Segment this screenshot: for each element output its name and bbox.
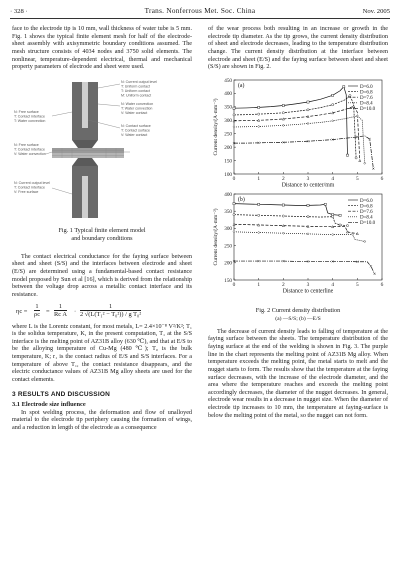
data-point	[332, 225, 334, 227]
data-point	[282, 204, 284, 206]
data-point	[307, 108, 309, 110]
data-point	[233, 126, 235, 128]
y-tick-label: 200	[224, 144, 232, 151]
data-point	[359, 159, 361, 161]
data-point	[369, 138, 371, 140]
fig2-charts	[208, 76, 388, 300]
legend-entry: D=10.0	[360, 220, 376, 226]
data-point	[233, 202, 235, 204]
fig1-label: M: Uniform contact	[121, 93, 152, 98]
figure-1	[12, 76, 192, 246]
data-point	[282, 124, 284, 126]
data-point	[282, 111, 284, 113]
x-tick-label: 0	[232, 281, 236, 288]
data-point	[233, 114, 235, 116]
fig1-label: T: Uniform contact	[121, 88, 150, 93]
left-paragraph-1: face to the electrode tip is 10 mm, wall thickness of water tube is 5 mm. Fig. 1 shows the typical finite element mesh for half of the electrode-sheet assembly with axisymmetric boundary conditions assumed. The mesh structure consists of 4034 nodes and 3750 solid elements. The nonlinear, temperature-dependent electrical, thermal and mechanical property parameters of electrode and sheet were used.	[12, 26, 192, 71]
journal-title: Trans. Nonferrous Met. Soc. China	[144, 7, 256, 15]
data-point	[282, 215, 284, 217]
left-paragraph-3: where L is the Lorentz constant, for most metals, L= 2.4×10⁻⁸ V²/K²; T₁ is the solidus temperature, K, in the present computation, T₁ at the S/S interface is the melting point of AZ31B alloy (630 ℃), and that at E/S to be the alloying temperature of Cu-Mg (480 ℃); T₀ is the bulk temperature, K; r₁ is the contact radius of E/S and S/S interfaces. For a temperature of above T₁, the contact resistance disappears, and the electric conductance values of AZ31B Mg alloy sheets are used for the contact elements.	[12, 323, 192, 383]
data-point	[343, 85, 345, 87]
data-point	[356, 115, 358, 117]
legend-entry: D=6.8	[360, 90, 373, 96]
fig1-label: T: Contact interface	[14, 147, 45, 152]
data-point	[282, 104, 284, 106]
y-tick-label: 350	[224, 208, 232, 215]
fig1-label: T: Contact interface	[14, 114, 45, 119]
data-point	[364, 162, 366, 164]
data-point	[233, 223, 235, 225]
fig1-label: V: Water contact	[121, 132, 148, 137]
y-tick-label: 450	[224, 77, 232, 84]
data-point	[346, 154, 348, 156]
data-point	[332, 215, 334, 217]
data-point	[353, 105, 355, 107]
fig1-labels-right	[121, 80, 157, 137]
data-point	[233, 230, 235, 232]
fig1-label: T: Contact surface	[121, 128, 150, 133]
y-tick-label: 300	[224, 117, 232, 124]
eq-frac-2	[54, 303, 67, 318]
eq-frac-3	[80, 303, 141, 318]
data-point	[351, 233, 353, 235]
data-point	[339, 224, 341, 226]
fig1-label: N: Water convection	[121, 101, 154, 106]
legend-entry: D=7.6	[360, 209, 373, 215]
data-point	[307, 122, 309, 124]
eq-lhs: ηc =	[16, 307, 28, 315]
y-tick-label: 250	[224, 243, 232, 250]
x-tick-label: 4	[331, 281, 335, 288]
y-tick-label: 300	[224, 225, 232, 232]
eq-frac-2-den: Rc A	[54, 310, 67, 318]
legend-entry: D=8.4	[360, 101, 373, 107]
data-point	[258, 125, 260, 127]
data-point	[258, 214, 260, 216]
data-point	[258, 113, 260, 115]
y-tick-label: 150	[224, 277, 232, 284]
eq-frac-3-num: 1	[80, 303, 141, 311]
data-point	[282, 232, 284, 234]
legend-entry: D=10.0	[360, 106, 376, 112]
x-tick-label: 3	[306, 281, 310, 288]
legend-entry: D=7.6	[360, 95, 373, 101]
data-point	[307, 101, 309, 103]
eq-frac-2-num: 1	[54, 303, 67, 311]
fig2-subcaption: (a) —S/S; (b) —E/S	[275, 315, 321, 322]
data-point	[339, 214, 341, 216]
fig1-label: V: Water convection	[14, 151, 46, 156]
data-point	[324, 203, 326, 205]
eq-dot: ·	[74, 307, 77, 315]
y-tick-label: 400	[224, 191, 232, 198]
fig1-label: T: Uniform contact	[121, 84, 150, 89]
data-point	[258, 224, 260, 226]
data-point	[258, 203, 260, 205]
eq-frac-3-den: 2 √(L(T₁² − T₀²)) / g T₀²	[80, 310, 142, 318]
y-tick-label: 100	[224, 171, 232, 178]
left-column	[12, 26, 192, 432]
data-point	[307, 233, 309, 235]
fig1-label: N: Free surface	[14, 109, 39, 114]
series-line-d100	[234, 136, 373, 169]
running-header	[10, 7, 390, 19]
eq-frac-1-num: 1	[35, 302, 39, 310]
fig1-label: T: Contact interface	[14, 185, 45, 190]
fig1-label: T: Water convection	[121, 106, 153, 111]
panel-label: (b)	[238, 196, 245, 203]
x-tick-label: 5	[355, 175, 359, 182]
x-tick-label: 5	[355, 281, 359, 288]
x-tick-label: 0	[232, 175, 236, 182]
data-point	[332, 119, 334, 121]
y-tick-label: 150	[224, 158, 232, 165]
equation	[12, 302, 192, 322]
data-point	[355, 157, 357, 159]
data-point	[356, 232, 358, 234]
left-paragraph-2: The contact electrical conductance for the faying surface between sheet and sheet (S/S) and the interfaces between electrode and sheet (E/S) are determined using a fundamental-based contact resistance model proposed by Sun et al [16], which is derived from the relationship between the voltage drop across a metallic contact interface and its resistance.	[12, 253, 192, 298]
fig1-caption: Fig. 1 Typical finite element model	[58, 226, 146, 234]
data-point	[307, 215, 309, 217]
y-tick-label: 350	[224, 104, 232, 111]
legend-entry: D=6.0	[360, 198, 373, 204]
upper-electrode-tip	[72, 140, 98, 148]
data-point	[258, 119, 260, 121]
fig1-label: N: Current output level	[121, 79, 157, 84]
y-tick-label: 250	[224, 131, 232, 138]
data-point	[370, 265, 372, 267]
subsection-heading: 3.1 Electrode size influence	[12, 400, 86, 408]
fig1-label: N: Current output level	[14, 180, 50, 185]
y-tick-label: 400	[224, 90, 232, 97]
x-tick-label: 4	[331, 175, 335, 182]
data-point	[332, 233, 334, 235]
legend-entry: D=8.4	[360, 215, 373, 221]
data-point	[233, 107, 235, 109]
x-tick-label: 3	[306, 175, 310, 182]
section-heading: 3 RESULTS AND DISCUSSION	[12, 390, 110, 398]
right-paragraph-2: The decrease of current density leads to falling of temperature at the faying surface between the sheets. The temperature distribution of the faying surface at the end of the welding is shown in Fig. 3. The purple line in the chart represents the melting point of AZ31B Mg alloy. When temperature exceeds the melting point, the metal starts to melt and the nugget starts to form. The results show that the temperature at the faying surface decreases, with the increase of the electrode diameter, and the area where the temperature reaches and exceeds the melting point accordingly decreases, the diameter of the nugget decreases. In general, electrode wear results in a decrease in nugget size. When the diameter of electrode tip increases to 10 mm, the temperature at faying-surface is below the melting point of the metal, so the nugget can not form.	[208, 328, 388, 419]
data-point	[307, 115, 309, 117]
x-tick-label: 2	[281, 281, 285, 288]
eq-frac-1-den: ρc	[34, 310, 41, 318]
data-point	[258, 231, 260, 233]
data-point	[346, 230, 348, 232]
right-column	[208, 26, 388, 420]
legend-entry: D=6.0	[360, 84, 373, 90]
series-line-d68	[234, 214, 347, 225]
data-point	[374, 272, 376, 274]
data-point	[282, 224, 284, 226]
data-point	[332, 94, 334, 96]
data-point	[258, 106, 260, 108]
page-number: · 328 ·	[10, 8, 28, 15]
right-paragraph-1: of the wear process both resulting in an increase or growth in the electrode tip diameter. As the tip grows, the current density distribution of sheet and electrode decreases, leading to the temperature distribution change. The current density distribution at the interface between electrode and sheet (E/S) and the faying surface between sheet and sheet (S/S) are shown in Fig. 2.	[208, 26, 388, 71]
series-line-d100	[234, 261, 375, 274]
series-line-d84	[234, 116, 365, 163]
x-axis-label: Distance to center/mm	[281, 182, 335, 189]
lower-water-channel	[82, 176, 88, 218]
eq-frac-1	[34, 303, 40, 318]
issue-date: Nov. 2005	[362, 8, 390, 15]
data-point	[332, 103, 334, 105]
x-tick-label: 1	[257, 175, 261, 182]
data-point	[372, 167, 374, 169]
x-tick-label: 6	[380, 281, 384, 288]
data-point	[307, 204, 309, 206]
data-point	[307, 225, 309, 227]
data-point	[346, 224, 348, 226]
x-tick-label: 2	[281, 175, 285, 182]
fig1-label: N: Contact surface	[121, 123, 151, 128]
legend-entry: D=6.8	[360, 204, 373, 210]
y-tick-label: 200	[224, 260, 232, 267]
series-line-d84	[234, 232, 365, 242]
y-axis-label: Current density/(A·mm⁻²)	[213, 208, 219, 266]
x-tick-label: 6	[380, 175, 384, 182]
fig2-caption: Fig. 2 Current density distribution	[255, 306, 341, 314]
fig1-label: V: Water contact	[121, 110, 148, 115]
figure-2	[208, 76, 388, 305]
x-tick-label: 1	[257, 281, 261, 288]
fig1-label: T: Water convection	[14, 118, 46, 123]
eq-equals: =	[46, 307, 50, 315]
fe-model-diagram	[12, 76, 192, 224]
fig1-label: N: Free surface	[14, 142, 39, 147]
data-point	[332, 111, 334, 113]
y-axis-label: Current density/(A·mm⁻²)	[213, 98, 219, 156]
data-point	[282, 118, 284, 120]
data-point	[364, 240, 366, 242]
fig1-label: V: Free surface	[14, 189, 39, 194]
x-axis-label: Distance to centerline	[282, 288, 334, 295]
data-point	[349, 94, 351, 96]
upper-water-channel	[82, 82, 88, 128]
panel-label: (a)	[238, 82, 245, 89]
lower-electrode-tip	[72, 158, 98, 166]
left-paragraph-4: In spot welding process, the deformation and flow of unalloyed material to the electrode tip periphery causing the formation of wings, and a reduction in length of the electrode as a consequence	[12, 409, 192, 431]
fig1-labels-left	[14, 110, 50, 194]
fig1-caption-line2: and boundary conditions	[71, 234, 133, 242]
data-point	[233, 213, 235, 215]
